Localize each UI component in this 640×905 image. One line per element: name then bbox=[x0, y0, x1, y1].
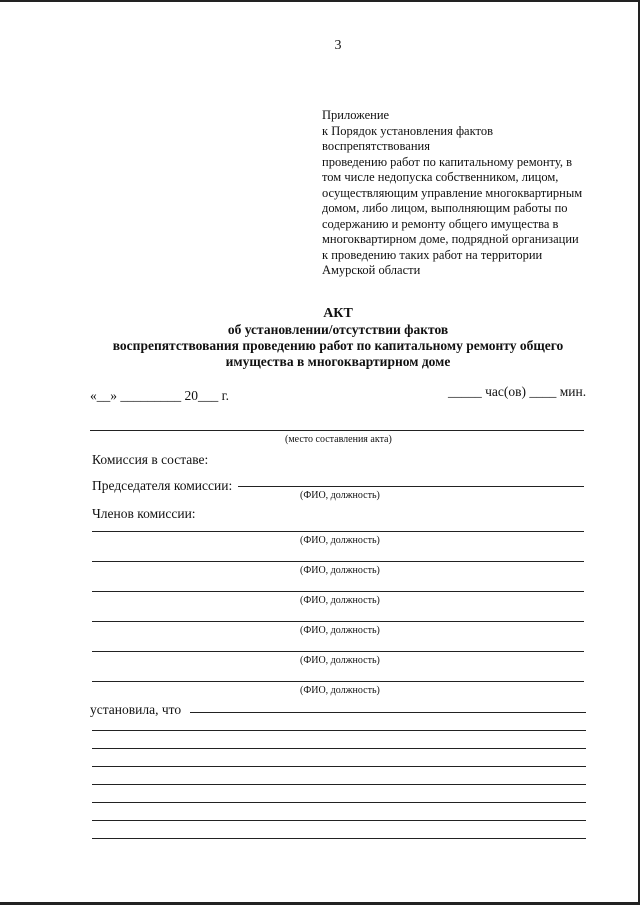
chairman-line[interactable] bbox=[238, 486, 584, 487]
place-caption: (место составления акта) bbox=[285, 434, 392, 445]
appendix-line: содержанию и ремонту общего имущества в bbox=[322, 216, 559, 231]
text-line[interactable] bbox=[92, 784, 586, 785]
appendix-line: домом, либо лицом, выполняющим работы по bbox=[322, 201, 568, 215]
fio-caption: (ФИО, должность) bbox=[300, 595, 380, 606]
page-number: 3 bbox=[334, 38, 342, 53]
date-field[interactable]: «__» _________ 20___ г. bbox=[90, 388, 230, 403]
members-label: Членов комиссии: bbox=[92, 506, 196, 521]
document-title: АКТ bbox=[323, 306, 353, 321]
fio-caption: (ФИО, должность) bbox=[300, 565, 380, 576]
member-line[interactable] bbox=[92, 591, 584, 592]
member-line[interactable] bbox=[92, 621, 584, 622]
established-line[interactable] bbox=[190, 712, 586, 713]
text-line[interactable] bbox=[92, 730, 586, 731]
chairman-label: Председателя комиссии: bbox=[92, 478, 233, 493]
appendix-line: к Порядок установления фактов bbox=[322, 123, 493, 138]
document-subtitle-line: об установлении/отсутствии фактов bbox=[227, 322, 449, 337]
time-field[interactable]: _____ час(ов) ____ мин. bbox=[448, 384, 587, 399]
member-line[interactable] bbox=[92, 681, 584, 682]
document-subtitle-line: воспрепятствования проведению работ по капитальному ремонту общего bbox=[112, 338, 564, 353]
document-subtitle-line: имущества в многоквартирном доме bbox=[225, 354, 451, 369]
member-line[interactable] bbox=[92, 651, 584, 652]
member-line[interactable] bbox=[92, 531, 584, 532]
appendix-line: воспрепятствования bbox=[322, 139, 430, 153]
commission-label: Комиссия в составе: bbox=[92, 452, 209, 467]
appendix-line: том числе недопуска собственником, лицом, bbox=[322, 170, 559, 184]
appendix-line: Амурской области bbox=[322, 263, 421, 277]
fio-caption: (ФИО, должность) bbox=[300, 655, 380, 666]
text-line[interactable] bbox=[92, 820, 586, 821]
appendix-line: проведению работ по капитальному ремонту, в bbox=[322, 154, 572, 169]
established-label: установила, что bbox=[90, 702, 182, 717]
member-line[interactable] bbox=[92, 561, 584, 562]
text-line[interactable] bbox=[92, 748, 586, 749]
text-line[interactable] bbox=[92, 838, 586, 839]
appendix-line: осуществляющим управление многоквартирным bbox=[322, 185, 583, 200]
appendix-line: к проведению таких работ на территории bbox=[322, 247, 543, 262]
place-line[interactable] bbox=[90, 430, 584, 431]
fio-caption: (ФИО, должность) bbox=[300, 535, 380, 546]
text-line[interactable] bbox=[92, 766, 586, 767]
appendix-line: Приложение bbox=[322, 108, 390, 122]
fio-caption: (ФИО, должность) bbox=[300, 685, 380, 696]
scan-edge-top bbox=[0, 0, 640, 2]
appendix-line: многоквартирном доме, подрядной организации bbox=[322, 232, 579, 246]
text-line[interactable] bbox=[92, 802, 586, 803]
fio-caption: (ФИО, должность) bbox=[300, 490, 380, 501]
fio-caption: (ФИО, должность) bbox=[300, 625, 380, 636]
appendix-block bbox=[322, 108, 602, 279]
